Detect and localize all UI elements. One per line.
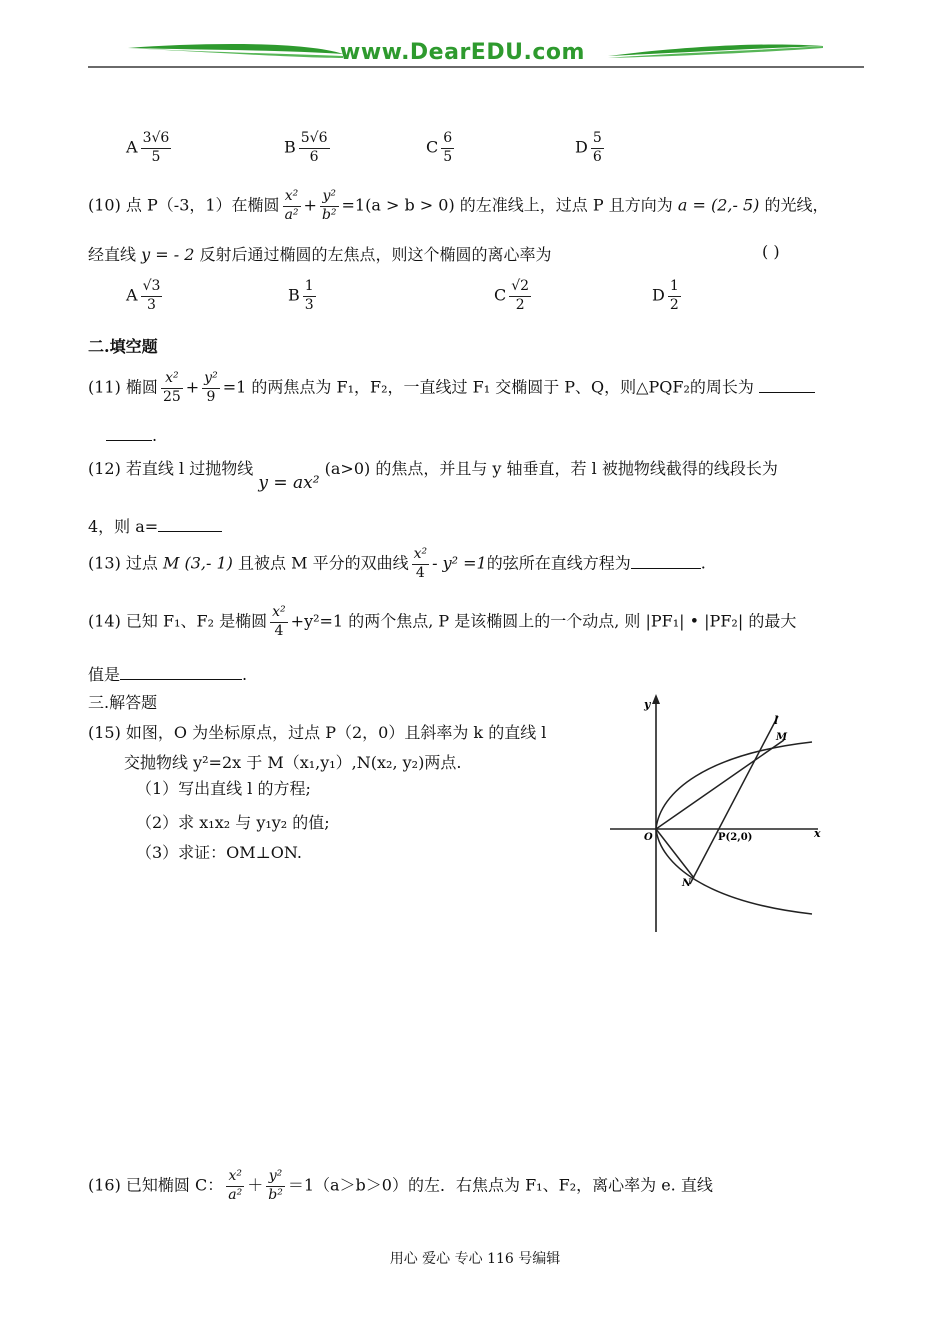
- label-y: y: [644, 698, 651, 711]
- segment-on: [656, 829, 694, 878]
- q9-choice-d: D $\frac{5}{6}$: [575, 130, 602, 165]
- label-x: x: [814, 827, 821, 840]
- section-3-title: 三.解答题: [88, 693, 158, 712]
- right-swoosh: [608, 44, 823, 56]
- q15-sub3: （3）求证：OM⊥ON.: [136, 843, 302, 862]
- q15-line2: 交抛物线 y²=2x 于 M（x₁,y₁）,N(x₂, y₂)两点.: [124, 753, 462, 772]
- label-n: N: [682, 878, 692, 889]
- header-site: www.DearEDU.com: [340, 40, 585, 65]
- parabola-figure: [606, 692, 830, 936]
- q16-line1: (16) 已知椭圆 C： $\frac{\text{x²}}{\text{a²}}$ ＋ $\frac{\text{y²}}{\text{b²}}$ ＝1（a＞b＞0）的左．右焦点为 F₁、F₂，离心率为 e. 直线: [88, 1168, 713, 1203]
- q15-sub2: （2）求 x₁x₂ 与 y₁y₂ 的值;: [136, 813, 330, 832]
- q11-line1: (11) 椭圆 $\frac{\text{x²}}{25}$ + $\frac{\text{y²}}{9}$ =1 的两焦点为 F₁，F₂，一直线过 F₁ 交椭圆于 P、Q，则△PQF₂的周长为: [88, 370, 815, 406]
- q10-choice-a: A $\frac{√3}{3}$: [126, 278, 161, 313]
- q15-line1: (15) 如图，O 为坐标原点，过点 P（2，0）且斜率为 k 的直线 l: [88, 723, 547, 742]
- q15-sub1: （1）写出直线 l 的方程;: [136, 779, 311, 798]
- footer: 用心 爱心 专心 116 号编辑: [389, 1251, 561, 1267]
- label-p: P(2,0): [718, 832, 753, 843]
- q9-choice-c: C $\frac{6}{5}$: [426, 130, 453, 165]
- label-l: l: [774, 714, 779, 727]
- q10-choice-c: C $\frac{√2}{2}$: [494, 278, 530, 313]
- q12-line1: (12) 若直线 l 过抛物线 y = ax² (a>0) 的焦点，并且与 y 轴垂直，若 l 被抛物线截得的线段长为: [88, 459, 778, 493]
- q14-line1: (14) 已知 F₁、F₂ 是椭圆 $\frac{\text{x²}}{4}$ +y²=1 的两个焦点, P 是该椭圆上的一个动点, 则 |PF₁| • |PF₂| 的最大: [88, 604, 797, 639]
- q14-line2: 值是 .: [88, 665, 248, 684]
- parabola-curve: [656, 742, 812, 829]
- q11-line2: .: [106, 426, 157, 445]
- q9-choice-a: A $\frac{3√6}{5}$: [126, 130, 170, 165]
- q12-line2: 4，则 a=: [88, 514, 222, 537]
- q13-line1: (13) 过点 M (3,- 1) 且被点 M 平分的双曲线 $\frac{\text{x²}}{4}$ - y² =1的弦所在直线方程为 .: [88, 546, 706, 581]
- line-l: [690, 716, 778, 884]
- q10-answer-paren: ( ): [762, 242, 780, 261]
- q10-line2: 经直线 y = - 2 反射后通过椭圆的左焦点，则这个椭圆的离心率为: [88, 245, 552, 264]
- q10-line1: (10) 点 P（-3，1）在椭圆 $\frac{\text{x²}}{\text{a²}}$ + $\frac{\text{y²}}{\text{b²}}$ =1(a > b > 0) 的左准线上，过点 P 且方向为 a = (2,- 5) 的光线，: [88, 188, 829, 223]
- q9-choice-b: B $\frac{5√6}{6}$: [284, 130, 328, 165]
- y-axis-arrow: [652, 694, 660, 704]
- q10-choice-d: D $\frac{1}{2}$: [652, 278, 679, 313]
- label-o: O: [644, 832, 653, 843]
- label-m: M: [776, 732, 788, 743]
- segment-om: [656, 740, 784, 829]
- section-2-title: 二.填空题: [88, 337, 158, 356]
- q10-choice-b: B $\frac{1}{3}$: [288, 278, 314, 313]
